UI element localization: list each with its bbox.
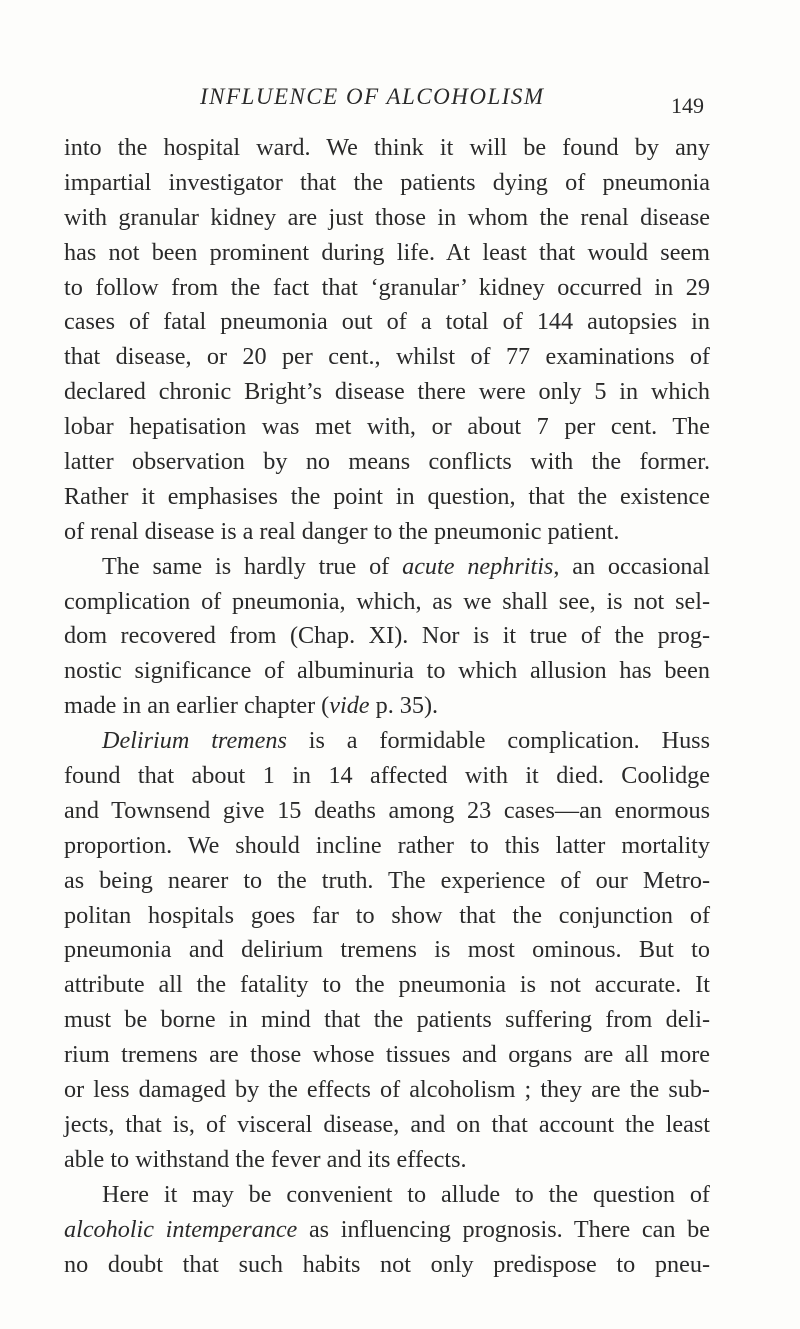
- text-run: The same is hardly true of: [102, 552, 403, 580]
- text-line: [64, 1213, 710, 1248]
- text-line: and Townsend give 15 deaths among 23 cases—an enormous: [64, 796, 710, 824]
- text-line: as being nearer to the truth. The experience of our Metro-: [64, 866, 710, 894]
- text-line: able to withstand the fever and its effects.: [64, 1145, 467, 1173]
- italic-term: acute nephritis: [402, 552, 554, 580]
- text-line: Rather it emphasises the point in question, that the existence: [64, 482, 710, 510]
- text-line: into the hospital ward. We think it will be found by any: [64, 134, 710, 161]
- text-line: dom recovered from (Chap. XI). Nor is it true of the prog-: [64, 622, 710, 650]
- italic-term: vide: [329, 692, 370, 720]
- page-number: 149: [671, 93, 704, 118]
- text-line: [64, 724, 710, 759]
- text-line: complication of pneumonia, which, as we shall see, is not sel-: [64, 587, 710, 615]
- text-run: made in an earlier chapter (: [64, 692, 330, 720]
- text-line: that disease, or 20 per cent., whilst of 77 examinations of: [64, 343, 710, 371]
- text-line: attribute all the fatality to the pneumonia is not accurate. It: [64, 971, 710, 999]
- text-line: or less damaged by the effects of alcoholism ; they are the sub-: [64, 1076, 710, 1104]
- text-line: cases of fatal pneumonia out of a total of 144 autopsies in: [64, 308, 710, 336]
- text-line: Here it may be convenient to allude to the question of: [102, 1180, 710, 1208]
- text-line: proportion. We should incline rather to this latter mortality: [64, 831, 710, 859]
- text-line: lobar hepatisation was met with, or about 7 per cent. The: [64, 413, 710, 441]
- text-line: latter observation by no means conflicts with the former.: [64, 448, 710, 476]
- text-run: p. 35).: [369, 692, 439, 720]
- text-run: is a formidable complication. Huss: [286, 727, 710, 755]
- text-line: has not been prominent during life. At least that would seem: [64, 238, 710, 266]
- text-line: jects, that is, of visceral disease, and on that account the least: [64, 1110, 710, 1138]
- text-line: [64, 550, 710, 585]
- italic-term: alcoholic intemperance: [64, 1215, 298, 1243]
- text-line: politan hospitals goes far to show that the conjunction of: [64, 901, 710, 929]
- text-line: [64, 689, 710, 724]
- text-line: with granular kidney are just those in whom the renal disease: [64, 203, 710, 231]
- text-run: as influencing prognosis. There can be: [297, 1215, 710, 1243]
- text-line: pneumonia and delirium tremens is most ominous. But to: [64, 936, 710, 964]
- text-line: impartial investigator that the patients dying of pneumonia: [64, 168, 710, 196]
- body-text: [64, 131, 710, 1282]
- text-line: found that about 1 in 14 affected with it died. Coolidge: [64, 762, 710, 790]
- text-line: rium tremens are those whose tissues and organs are all more: [64, 1041, 710, 1069]
- text-line: to follow from the fact that ‘granular’ kidney occurred in 29: [64, 273, 710, 301]
- text-line: no doubt that such habits not only predispose to pneu-: [64, 1250, 710, 1278]
- text-line: nostic significance of albuminuria to which allusion has been: [64, 657, 710, 685]
- text-line: declared chronic Bright’s disease there were only 5 in which: [64, 378, 710, 406]
- running-title: INFLUENCE OF ALCOHOLISM: [200, 84, 545, 109]
- text-run: , an occasional: [553, 552, 710, 580]
- text-line: must be borne in mind that the patients suffering from deli-: [64, 1006, 710, 1034]
- italic-term: Delirium tremens: [102, 727, 287, 755]
- text-line: of renal disease is a real danger to the pneumonic patient.: [64, 517, 620, 545]
